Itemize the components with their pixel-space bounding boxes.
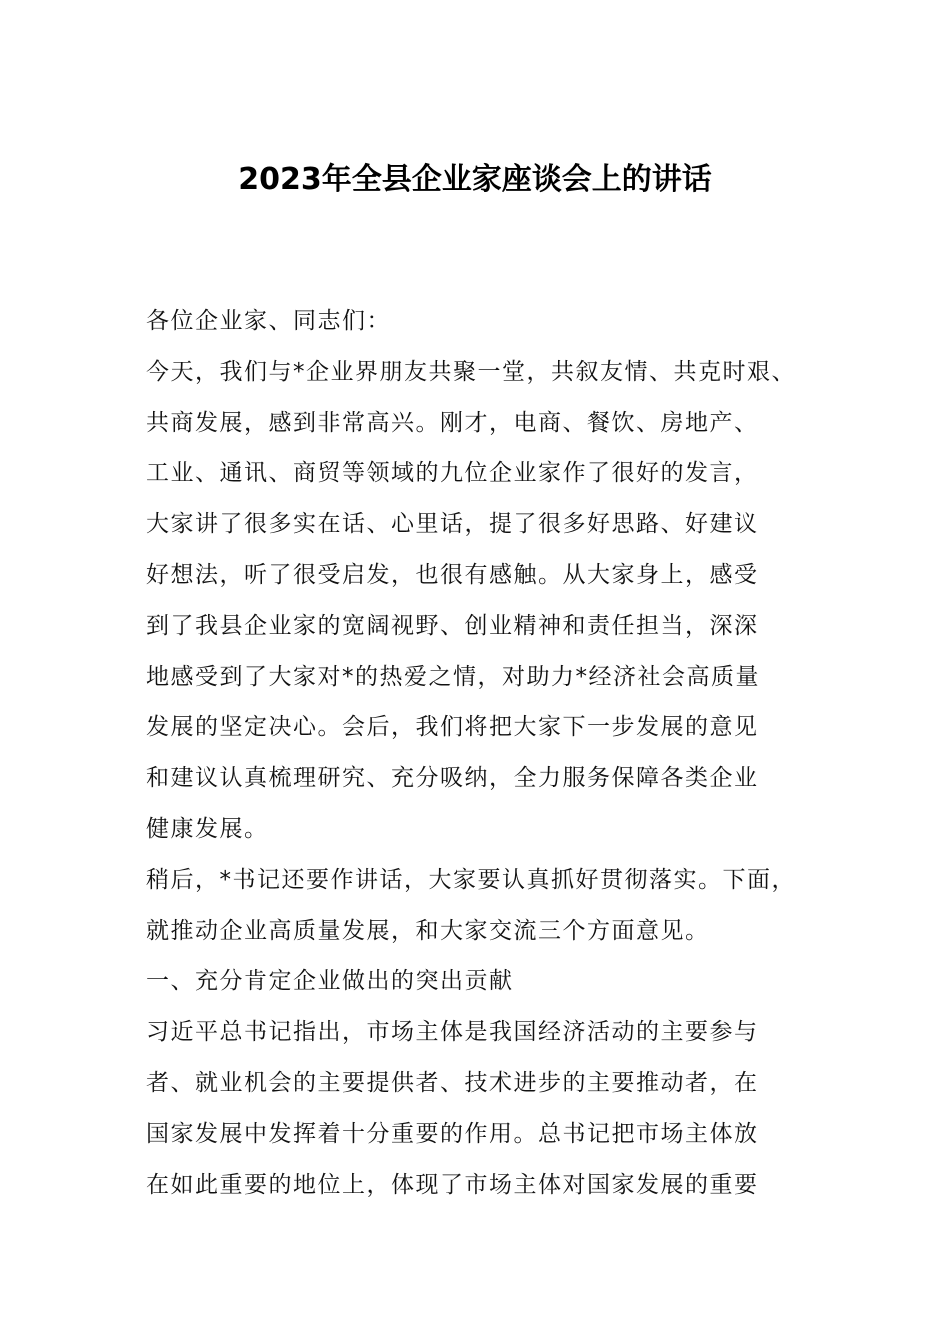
paragraph-line: 好想法，听了很受启发，也很有感触。从大家身上，感受	[146, 561, 759, 588]
paragraph-line: 国家发展中发挥着十分重要的作用。总书记把市场主体放	[146, 1120, 759, 1147]
paragraph-line: 共商发展，感到非常高兴。刚才，电商、餐饮、房地产、	[146, 409, 759, 436]
paragraph-line: 者、就业机会的主要提供者、技术进步的主要推动者，在	[146, 1069, 759, 1096]
document-title: 2023年全县企业家座谈会上的讲话	[238, 162, 712, 197]
paragraph-line: 大家讲了很多实在话、心里话，提了很多好思路、好建议	[146, 511, 759, 538]
paragraph-line: 到了我县企业家的宽阔视野、创业精神和责任担当，深深	[146, 612, 759, 639]
salutation-line: 各位企业家、同志们：	[146, 308, 391, 334]
paragraph-line: 发展的坚定决心。会后，我们将把大家下一步发展的意见	[146, 714, 759, 741]
section-heading: 一、充分肯定企业做出的突出贡献	[146, 968, 514, 995]
document-body	[146, 296, 836, 1210]
paragraph-line: 就推动企业高质量发展，和大家交流三个方面意见。	[146, 917, 710, 944]
paragraph-line: 地感受到了大家对*的热爱之情，对助力*经济社会高质量	[146, 663, 760, 690]
paragraph-line: 习近平总书记指出，市场主体是我国经济活动的主要参与	[146, 1019, 759, 1046]
paragraph-line: 稍后，*书记还要作讲话，大家要认真抓好贯彻落实。下面，	[146, 866, 796, 893]
paragraph-line: 在如此重要的地位上，体现了市场主体对国家发展的重要	[146, 1171, 759, 1198]
paragraph-line: 今天，我们与*企业界朋友共聚一堂，共叙友情、共克时艰、	[146, 358, 796, 385]
paragraph-line: 工业、通讯、商贸等领域的九位企业家作了很好的发言，	[146, 460, 759, 487]
paragraph-line: 和建议认真梳理研究、充分吸纳，全力服务保障各类企业	[146, 765, 759, 792]
paragraph-line: 健康发展。	[146, 815, 269, 842]
